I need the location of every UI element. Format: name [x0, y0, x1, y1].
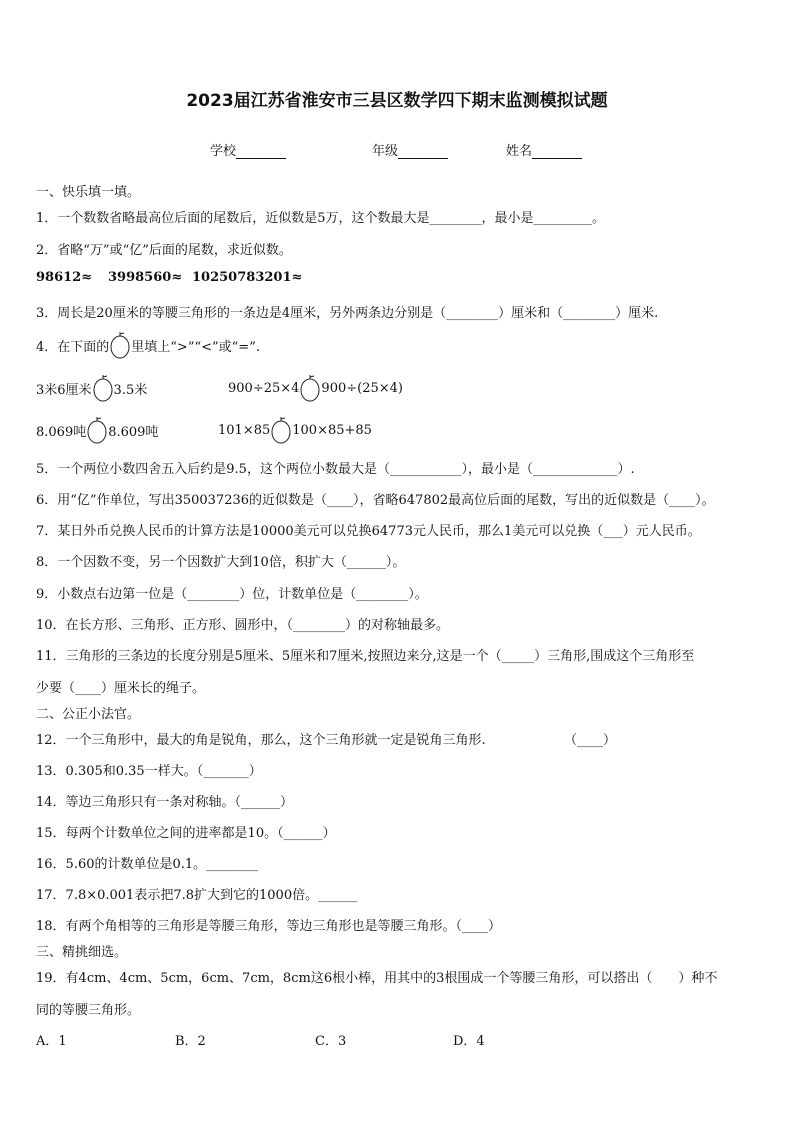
compare-c-circle-icon[interactable]: [87, 416, 107, 444]
option-c[interactable]: C．3: [315, 1034, 347, 1049]
compare-b-circle-icon[interactable]: [300, 374, 320, 402]
question-2c: 10250783201≈: [192, 270, 303, 285]
question-12: 12．一个三角形中，最大的角是锐角，那么，这个三角形就一定是锐角三角形.: [36, 733, 486, 748]
page-title: 2023届江苏省淮安市三县区数学四下期末监测模拟试题: [186, 91, 608, 111]
question-12-blank[interactable]: （____）: [564, 733, 617, 748]
question-1: 1．一个数数省略最高位后面的尾数后，近似数是5万，这个数最大是________，最小是_________。: [36, 211, 606, 226]
compare-a-left: 3米6厘米: [36, 382, 92, 398]
compare-a: [36, 374, 147, 402]
question-13: 13．0.305和0.35一样大。（_______）: [36, 764, 262, 779]
compare-c: [36, 416, 158, 444]
compare-d: [218, 416, 372, 444]
question-9: 9．小数点右边第一位是（________）位，计数单位是（________）。: [36, 587, 428, 602]
question-17: 17．7.8×0.001表示把7.8扩大到它的1000倍。______: [36, 888, 358, 903]
grade-label: 年级: [372, 144, 399, 159]
section-2-heading: 二、公正小法官。: [36, 707, 141, 722]
option-a[interactable]: A．1: [36, 1034, 67, 1049]
question-4-prefix: 4．在下面的: [36, 339, 110, 355]
name-field: [506, 140, 582, 159]
compare-c-left: 8.069吨: [36, 424, 87, 440]
compare-d-right: 100×85+85: [292, 422, 372, 438]
question-4-suffix: 里填上“>”“<”或“=”.: [131, 339, 260, 355]
question-18: 18．有两个角相等的三角形是等腰三角形，等边三角形也是等腰三角形。（____）: [36, 919, 502, 934]
question-10: 10．在长方形、三角形、正方形、圆形中，（________）的对称轴最多。: [36, 618, 450, 633]
question-4: [36, 331, 260, 359]
compare-b-left: 900÷25×4: [228, 380, 300, 396]
question-19-line-2: 同的等腰三角形。: [36, 1003, 141, 1018]
grade-field: [372, 140, 448, 159]
option-b[interactable]: B．2: [175, 1034, 206, 1049]
school-field: [210, 140, 286, 159]
question-19-line-1: 19．有4cm、4cm、5cm，6cm、7cm，8cm这6根小棒，用其中的3根围成一个等腰三角形，可以搭出（ ）种不: [36, 971, 718, 986]
question-5: 5．一个两位小数四舍五入后约是9.5，这个两位小数最大是（___________），最小是（_____________）.: [36, 462, 635, 477]
name-label: 姓名: [506, 144, 533, 159]
question-6: 6．用“亿”作单位，写出350037236的近似数是（____），省略647802最高位后面的尾数，写出的近似数是（____）。: [36, 493, 715, 508]
question-2: 2．省略“万”或“亿”后面的尾数，求近似数。: [36, 243, 292, 258]
compare-a-circle-icon[interactable]: [93, 374, 113, 402]
compare-d-left: 101×85: [218, 422, 271, 438]
answer-circle-icon: [110, 331, 130, 359]
question-2a: 98612≈: [36, 270, 93, 285]
question-14: 14．等边三角形只有一条对称轴。（______）: [36, 795, 294, 810]
compare-c-right: 8.609吨: [108, 424, 159, 440]
compare-d-circle-icon[interactable]: [271, 416, 291, 444]
school-label: 学校: [210, 144, 237, 159]
option-d[interactable]: D．4: [453, 1034, 485, 1049]
question-11-line-2: 少要（____）厘米长的绳子。: [36, 681, 206, 696]
name-blank[interactable]: [532, 144, 582, 159]
compare-a-right: 3.5米: [113, 382, 148, 398]
grade-blank[interactable]: [398, 144, 448, 159]
section-1-heading: 一、快乐填一填。: [36, 185, 141, 200]
question-11-line-1: 11．三角形的三条边的长度分别是5厘米、5厘米和7厘米,按照边来分,这是一个（_____）三角形,围成这个三角形至: [36, 649, 695, 664]
question-15: 15．每两个计数单位之间的进率都是10。（______）: [36, 826, 336, 841]
section-3-heading: 三、精挑细选。: [36, 945, 128, 960]
question-3: 3．周长是20厘米的等腰三角形的一条边是4厘米，另外两条边分别是（________）厘米和（________）厘米.: [36, 306, 659, 321]
school-blank[interactable]: [236, 144, 286, 159]
compare-b: [228, 374, 403, 402]
compare-b-right: 900÷(25×4): [321, 380, 403, 396]
question-8: 8．一个因数不变，另一个因数扩大到10倍，积扩大（______）。: [36, 555, 406, 570]
question-2b: 3998560≈: [108, 270, 183, 285]
question-16: 16．5.60的计数单位是0.1。________: [36, 857, 259, 872]
question-7: 7．某日外币兑换人民币的计算方法是10000美元可以兑换64773元人民币，那么1美元可以兑换（___）元人民币。: [36, 524, 701, 539]
